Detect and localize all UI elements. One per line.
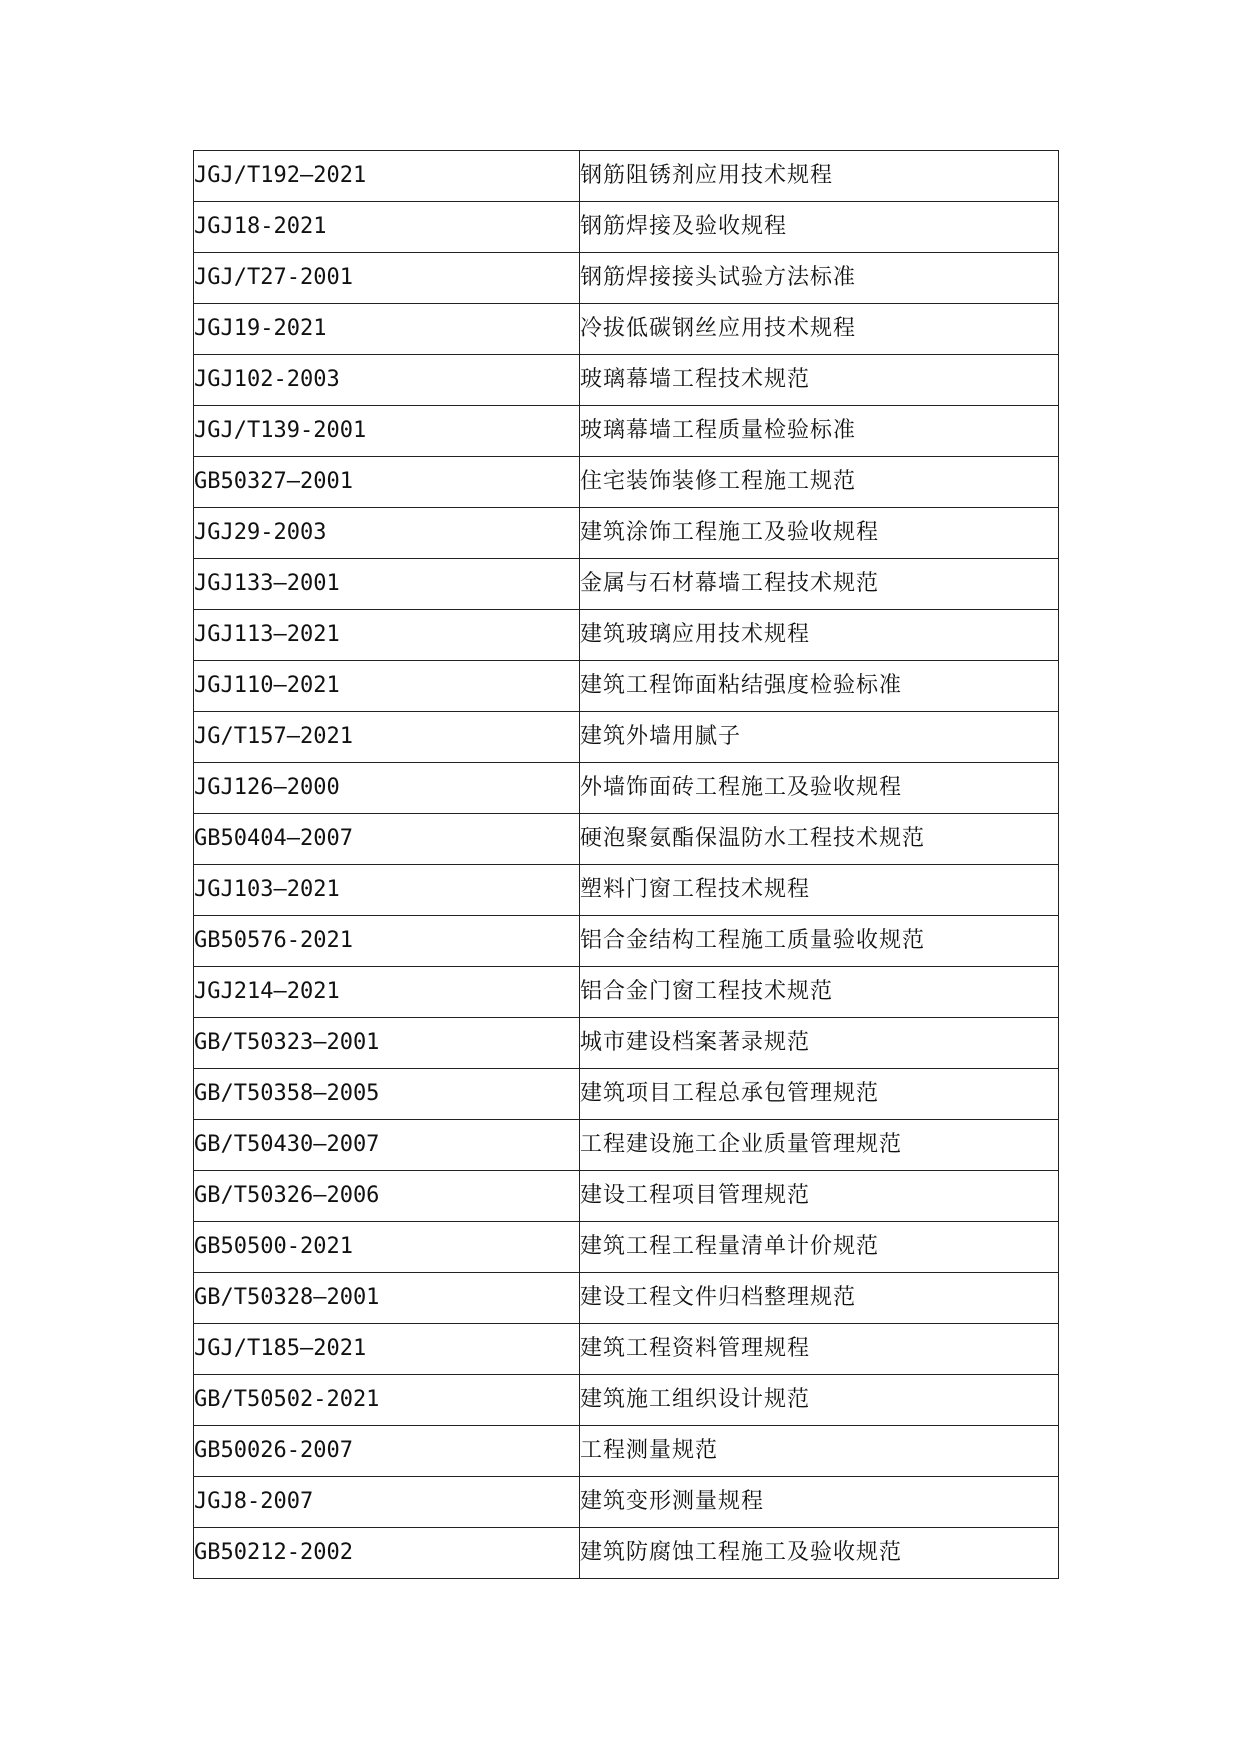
- standard-code-cell: GB/T50502-2021: [194, 1375, 580, 1426]
- standard-name-cell: 工程建设施工企业质量管理规范: [580, 1120, 1059, 1171]
- standard-name-cell: 建筑变形测量规程: [580, 1477, 1059, 1528]
- table-row: [194, 916, 1059, 967]
- table-row: [194, 355, 1059, 406]
- standard-name-cell: 建筑涂饰工程施工及验收规程: [580, 508, 1059, 559]
- standard-name-cell: 硬泡聚氨酯保温防水工程技术规范: [580, 814, 1059, 865]
- standard-code-cell: GB/T50430—2007: [194, 1120, 580, 1171]
- table-row: [194, 661, 1059, 712]
- table-row: [194, 508, 1059, 559]
- standard-code-cell: JGJ103—2021: [194, 865, 580, 916]
- table-row: [194, 304, 1059, 355]
- table-row: [194, 1171, 1059, 1222]
- table-row: [194, 1222, 1059, 1273]
- standard-name-cell: 建筑工程资料管理规程: [580, 1324, 1059, 1375]
- standard-code-cell: GB/T50326—2006: [194, 1171, 580, 1222]
- standard-name-cell: 金属与石材幕墙工程技术规范: [580, 559, 1059, 610]
- table-row: [194, 610, 1059, 661]
- standard-name-cell: 建筑外墙用腻子: [580, 712, 1059, 763]
- standard-code-cell: GB50327—2001: [194, 457, 580, 508]
- standard-name-cell: 建筑玻璃应用技术规程: [580, 610, 1059, 661]
- standard-code-cell: GB50500-2021: [194, 1222, 580, 1273]
- standard-code-cell: JGJ102-2003: [194, 355, 580, 406]
- standard-name-cell: 建筑施工组织设计规范: [580, 1375, 1059, 1426]
- table-row: [194, 814, 1059, 865]
- table-row: [194, 1477, 1059, 1528]
- table-row: [194, 457, 1059, 508]
- table-row: [194, 1528, 1059, 1579]
- table-row: [194, 967, 1059, 1018]
- standards-table: [193, 150, 1059, 1579]
- standard-name-cell: 建筑工程饰面粘结强度检验标准: [580, 661, 1059, 712]
- table-row: [194, 1120, 1059, 1171]
- table-row: [194, 712, 1059, 763]
- table-row: [194, 865, 1059, 916]
- standard-code-cell: JGJ18-2021: [194, 202, 580, 253]
- standard-name-cell: 住宅装饰装修工程施工规范: [580, 457, 1059, 508]
- standard-name-cell: 建筑项目工程总承包管理规范: [580, 1069, 1059, 1120]
- standard-code-cell: JGJ/T185—2021: [194, 1324, 580, 1375]
- standard-name-cell: 建筑防腐蚀工程施工及验收规范: [580, 1528, 1059, 1579]
- standard-code-cell: GB50576-2021: [194, 916, 580, 967]
- standard-name-cell: 铝合金门窗工程技术规范: [580, 967, 1059, 1018]
- standard-code-cell: GB/T50328—2001: [194, 1273, 580, 1324]
- table-row: [194, 1375, 1059, 1426]
- table-row: [194, 1324, 1059, 1375]
- standard-name-cell: 铝合金结构工程施工质量验收规范: [580, 916, 1059, 967]
- table-row: [194, 1018, 1059, 1069]
- standard-code-cell: GB/T50358—2005: [194, 1069, 580, 1120]
- standard-code-cell: JGJ133—2001: [194, 559, 580, 610]
- standard-name-cell: 玻璃幕墙工程技术规范: [580, 355, 1059, 406]
- standard-code-cell: JGJ113—2021: [194, 610, 580, 661]
- standard-code-cell: JGJ8-2007: [194, 1477, 580, 1528]
- table-row: [194, 151, 1059, 202]
- table-row: [194, 763, 1059, 814]
- standard-code-cell: JGJ126—2000: [194, 763, 580, 814]
- standard-code-cell: JG/T157—2021: [194, 712, 580, 763]
- standard-code-cell: GB50212-2002: [194, 1528, 580, 1579]
- table-row: [194, 559, 1059, 610]
- standard-name-cell: 工程测量规范: [580, 1426, 1059, 1477]
- standard-name-cell: 冷拔低碳钢丝应用技术规程: [580, 304, 1059, 355]
- table-row: [194, 406, 1059, 457]
- table-row: [194, 202, 1059, 253]
- standard-code-cell: JGJ19-2021: [194, 304, 580, 355]
- standard-name-cell: 钢筋焊接接头试验方法标准: [580, 253, 1059, 304]
- standard-code-cell: GB/T50323—2001: [194, 1018, 580, 1069]
- table-row: [194, 1426, 1059, 1477]
- standard-code-cell: JGJ/T192—2021: [194, 151, 580, 202]
- standard-name-cell: 钢筋阻锈剂应用技术规程: [580, 151, 1059, 202]
- standard-name-cell: 建设工程文件归档整理规范: [580, 1273, 1059, 1324]
- standards-table-body: [194, 151, 1059, 1579]
- standard-name-cell: 城市建设档案著录规范: [580, 1018, 1059, 1069]
- table-row: [194, 1069, 1059, 1120]
- standard-code-cell: JGJ110—2021: [194, 661, 580, 712]
- standard-name-cell: 建筑工程工程量清单计价规范: [580, 1222, 1059, 1273]
- standard-code-cell: GB50404—2007: [194, 814, 580, 865]
- standard-code-cell: JGJ/T139-2001: [194, 406, 580, 457]
- standard-code-cell: JGJ29-2003: [194, 508, 580, 559]
- table-row: [194, 1273, 1059, 1324]
- standard-code-cell: JGJ214—2021: [194, 967, 580, 1018]
- standard-name-cell: 外墙饰面砖工程施工及验收规程: [580, 763, 1059, 814]
- standard-code-cell: JGJ/T27-2001: [194, 253, 580, 304]
- standard-name-cell: 玻璃幕墙工程质量检验标准: [580, 406, 1059, 457]
- standard-code-cell: GB50026-2007: [194, 1426, 580, 1477]
- standard-name-cell: 建设工程项目管理规范: [580, 1171, 1059, 1222]
- standard-name-cell: 钢筋焊接及验收规程: [580, 202, 1059, 253]
- table-row: [194, 253, 1059, 304]
- standard-name-cell: 塑料门窗工程技术规程: [580, 865, 1059, 916]
